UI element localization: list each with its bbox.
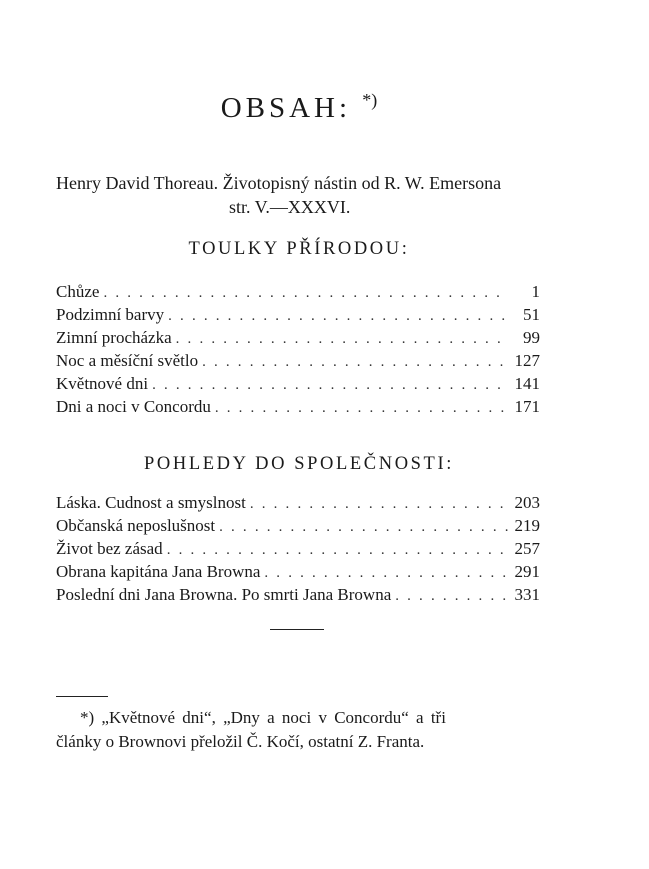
toc-row bbox=[56, 514, 540, 537]
toc-row bbox=[56, 280, 540, 303]
intro-entry bbox=[56, 171, 576, 219]
footnote-line-1: *) „Květnové dni“, „Dny a noci v Concordu“ a tři bbox=[80, 708, 446, 727]
toc-entry-page: 291 bbox=[514, 562, 540, 581]
dot-leader bbox=[395, 585, 508, 608]
title-footnote-mark: *) bbox=[362, 90, 378, 110]
dot-leader bbox=[202, 351, 508, 374]
section-heading-pohledy: POHLEDY DO SPOLEČNOSTI: bbox=[144, 454, 454, 474]
dot-leader bbox=[168, 305, 508, 328]
toc-list-pohledy bbox=[56, 491, 540, 606]
toc-row bbox=[56, 303, 540, 326]
toc-entry-title: Podzimní barvy bbox=[56, 305, 165, 324]
dot-leader bbox=[264, 562, 508, 585]
footnote-rule bbox=[56, 696, 108, 697]
toc-entry-page: 219 bbox=[514, 516, 540, 535]
toc-list-toulky bbox=[56, 280, 540, 418]
dot-leader bbox=[176, 328, 508, 351]
toc-entry-page: 141 bbox=[514, 374, 540, 393]
toc-entry-page: 99 bbox=[523, 328, 540, 347]
toc-entry-page: 51 bbox=[523, 305, 540, 324]
dot-leader bbox=[250, 493, 508, 516]
toc-entry-title: Obrana kapitána Jana Browna bbox=[56, 562, 261, 581]
intro-line-1: Henry David Thoreau. Životopisný nástin od R. W. Emersona bbox=[56, 173, 502, 193]
toc-entry-page: 171 bbox=[514, 397, 540, 416]
toc-row bbox=[56, 583, 540, 606]
toc-row bbox=[56, 326, 540, 349]
toc-entry-title: Dni a noci v Concordu bbox=[56, 397, 211, 416]
toc-row bbox=[56, 349, 540, 372]
toc-entry-title: Květnové dni bbox=[56, 374, 149, 393]
toc-entry-title: Poslední dni Jana Browna. Po smrti Jana Browna bbox=[56, 585, 392, 604]
toc-row bbox=[56, 537, 540, 560]
toc-entry-title: Chůze bbox=[56, 282, 100, 301]
toc-entry-title: Zimní procházka bbox=[56, 328, 172, 347]
toc-entry-page: 257 bbox=[514, 539, 540, 558]
footnote bbox=[56, 706, 546, 754]
toc-entry-title: Život bez zásad bbox=[56, 539, 163, 558]
dot-leader bbox=[167, 539, 508, 562]
dot-leader bbox=[152, 374, 508, 397]
toc-row bbox=[56, 560, 540, 583]
toc-row bbox=[56, 372, 540, 395]
toc-entry-page: 203 bbox=[514, 493, 540, 512]
toc-entry-page: 127 bbox=[514, 351, 540, 370]
section-end-rule bbox=[270, 629, 324, 630]
toc-entry-title: Noc a měsíční světlo bbox=[56, 351, 199, 370]
toc-entry-title: Občanská neposlušnost bbox=[56, 516, 216, 535]
page-title bbox=[0, 92, 598, 125]
dot-leader bbox=[215, 397, 508, 420]
intro-line-2: str. V.—XXXVI. bbox=[229, 197, 351, 217]
toc-row bbox=[56, 395, 540, 418]
section-heading-toulky: TOULKY PŘÍRODOU: bbox=[188, 239, 410, 259]
dot-leader bbox=[219, 516, 508, 539]
page-title-text: OBSAH: bbox=[220, 92, 352, 124]
toc-entry-title: Láska. Cudnost a smyslnost bbox=[56, 493, 246, 512]
dot-leader bbox=[103, 282, 508, 305]
toc-entry-page: 331 bbox=[514, 585, 540, 604]
toc-entry-page: 1 bbox=[531, 282, 540, 301]
footnote-line-2: články o Brownovi přeložil Č. Kočí, ostatní Z. Franta. bbox=[56, 732, 425, 751]
toc-row bbox=[56, 491, 540, 514]
